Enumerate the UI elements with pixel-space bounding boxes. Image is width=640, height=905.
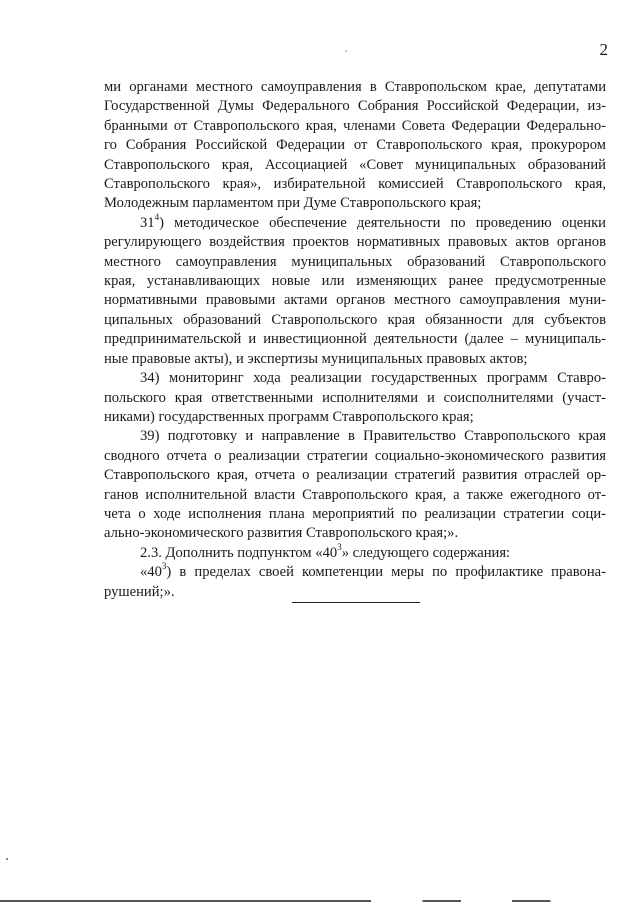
text-line <box>104 583 606 602</box>
text-line <box>104 369 606 388</box>
line-text: рушений;». <box>104 583 175 600</box>
text-line <box>104 563 606 582</box>
line-text: сводного отчета о реализации стратегии социально-экономического развития <box>104 447 606 464</box>
line-text: ) методическое обеспечение деятельности по проведению оценки <box>159 214 606 231</box>
line-text: бранными от Ставропольского края, членами Совета Федерации Федерально- <box>104 117 606 134</box>
text-line <box>104 466 606 485</box>
line-text: края, устанавливающих новые или изменяющих ранее предусмотренные <box>104 273 606 290</box>
text-line <box>104 211 606 233</box>
text-line <box>104 486 606 505</box>
text-line <box>104 427 606 446</box>
line-text: ) в пределах своей компетенции меры по профилактике правона- <box>166 564 606 581</box>
line-text: нормативными правовыми актами органов местного самоуправления муни- <box>104 292 606 309</box>
line-text: чета о ходе исполнения плана мероприятий по реализации стратегии соци- <box>104 505 606 522</box>
line-text: предпринимательской и инвестиционной деятельности (далее – муниципаль- <box>104 331 606 348</box>
line-text: регулирующего воздействия проектов нормативных правовых актов органов <box>104 234 606 251</box>
line-text: ганов исполнительной власти Ставропольского края, а также ежегодного от- <box>104 486 606 503</box>
line-text: ципальных образований Ставропольского края обязанности для субъектов <box>104 311 606 328</box>
text-line <box>104 117 606 136</box>
line-prefix: 31 <box>140 214 155 231</box>
text-line <box>104 272 606 291</box>
line-text: Государственной Думы Федерального Собрания Российской Федерации, из- <box>104 98 606 115</box>
page-number: 2 <box>599 40 608 59</box>
text-line <box>104 408 606 427</box>
scan-bottom-edge <box>0 900 640 902</box>
text-line <box>104 311 606 330</box>
text-line <box>104 291 606 310</box>
document-body <box>104 78 606 602</box>
superscript: 4 <box>154 211 160 222</box>
line-prefix: 2.3. Дополнить подпунктом «40 <box>140 544 338 561</box>
text-line <box>104 330 606 349</box>
text-line <box>104 156 606 175</box>
text-line <box>104 447 606 466</box>
text-line <box>104 541 606 563</box>
line-text: ми органами местного самоуправления в Ставропольском крае, депутатами <box>104 79 606 95</box>
line-text: 39) подготовку и направление в Правительство Ставропольского края <box>140 428 606 445</box>
line-text: местного самоуправления муниципальных образований Ставропольского <box>104 253 606 270</box>
line-text: Ставропольского края, отчета о реализации стратегий развития отраслей ор- <box>104 467 606 484</box>
scan-speck <box>345 50 347 52</box>
scan-speck-bottom <box>6 858 8 860</box>
text-line <box>104 350 606 369</box>
line-text: го Собрания Российской Федерации от Ставропольского края, прокурором <box>104 137 606 154</box>
text-line <box>104 78 606 97</box>
text-line <box>104 253 606 272</box>
text-line <box>104 136 606 155</box>
text-line <box>104 175 606 194</box>
text-line <box>104 524 606 543</box>
line-text: ально-экономического развития Ставропольского края;». <box>104 525 459 542</box>
superscript: 3 <box>337 541 342 552</box>
text-line <box>104 233 606 252</box>
line-text: польского края ответственными исполнителями и соисполнителями (участ- <box>104 389 606 406</box>
line-text: никами) государственных программ Ставропольского края; <box>104 408 474 425</box>
superscript: 3 <box>161 561 167 572</box>
line-text: » следующего содержания: <box>341 544 511 561</box>
line-prefix: «40 <box>140 564 162 581</box>
text-line <box>104 194 606 213</box>
line-text: Ставропольского края, Ассоциацией «Совет муниципальных образований <box>104 156 606 173</box>
line-text: Ставропольского края», избирательной комиссией Ставропольского края, <box>104 176 606 193</box>
line-text: 34) мониторинг хода реализации государственных программ Ставро- <box>140 370 606 387</box>
line-text: ные правовые акты), и экспертизы муниципальных правовых актов; <box>104 350 528 367</box>
end-separator-line <box>292 602 420 603</box>
text-line <box>104 97 606 116</box>
text-line <box>104 389 606 408</box>
line-text: Молодежным парламентом при Думе Ставропольского края; <box>104 195 482 212</box>
text-line <box>104 505 606 524</box>
